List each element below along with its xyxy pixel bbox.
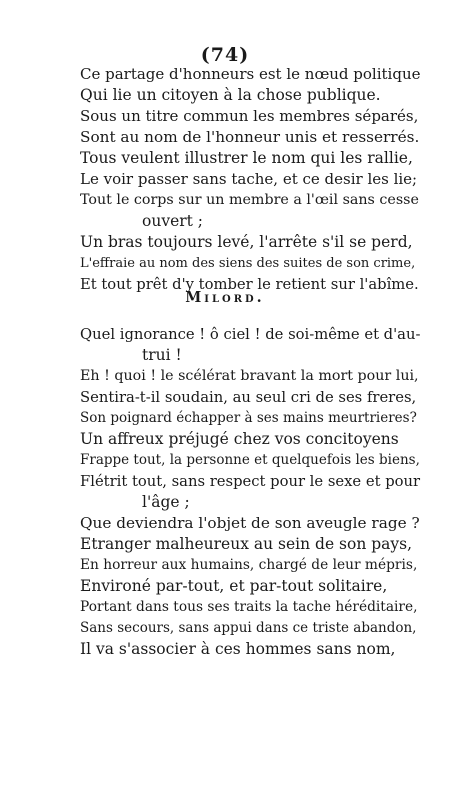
verse-line: Frappe tout, la personne et quelquefois les biens, — [80, 452, 420, 468]
verse-line-continuation: ouvert ; — [142, 212, 204, 230]
verse-line: Eh ! quoi ! le scélérat bravant la mort pour lui, — [80, 368, 419, 384]
verse-line: L'effraie au nom des siens des suites de son crime, — [80, 256, 416, 271]
stanza-second — [80, 324, 420, 660]
verse-line: Ce partage d'honneurs est le nœud politique — [80, 65, 421, 83]
verse-line: Et tout prêt d'y tomber le retient sur l'abîme. — [80, 276, 419, 293]
verse-line: Qui lie un citoyen à la chose publique. — [80, 86, 381, 104]
verse-line: Environé par-tout, et par-tout solitaire, — [80, 577, 388, 595]
verse-line: Sont au nom de l'honneur unis et resserrés. — [80, 128, 420, 146]
verse-line: Portant dans tous ses traits la tache héréditaire, — [80, 599, 418, 615]
verse-line: Un affreux préjugé chez vos concitoyens — [80, 430, 399, 448]
verse-line: Tous veulent illustrer le nom qui les rallie, — [80, 149, 413, 167]
verse-line: Que deviendra l'objet de son aveugle rage ? — [80, 514, 420, 532]
verse-line: Sans secours, sans appui dans ce triste abandon, — [80, 620, 417, 636]
verse-line: Tout le corps sur un membre a l'œil sans cesse — [80, 192, 419, 208]
verse-line: Il va s'associer à ces hommes sans nom, — [80, 640, 396, 658]
verse-line: Etranger malheureux au sein de son pays, — [80, 535, 413, 553]
verse-line-continuation: trui ! — [142, 346, 182, 364]
verse-line: Sentira-t-il soudain, au seul cri de ses freres, — [80, 389, 417, 406]
speaker-heading: Milord. — [185, 289, 265, 306]
verse-line: Flétrit tout, sans respect pour le sexe et pour — [80, 473, 421, 490]
verse-line-continuation: l'âge ; — [142, 493, 190, 511]
verse-line: Un bras toujours levé, l'arrête s'il se perd, — [80, 233, 413, 251]
verse-line: Son poignard échapper à ses mains meurtrieres? — [80, 410, 417, 426]
verse-line: Le voir passer sans tache, et ce desir les lie; — [80, 170, 418, 188]
stanza-first — [80, 64, 420, 295]
verse-line: Quel ignorance ! ô ciel ! de soi-même et d'au- — [80, 326, 421, 343]
verse-line: Sous un titre commun les membres séparés, — [80, 107, 419, 125]
page-number: (74) — [200, 44, 250, 66]
verse-line: En horreur aux humains, chargé de leur mépris, — [80, 557, 418, 573]
